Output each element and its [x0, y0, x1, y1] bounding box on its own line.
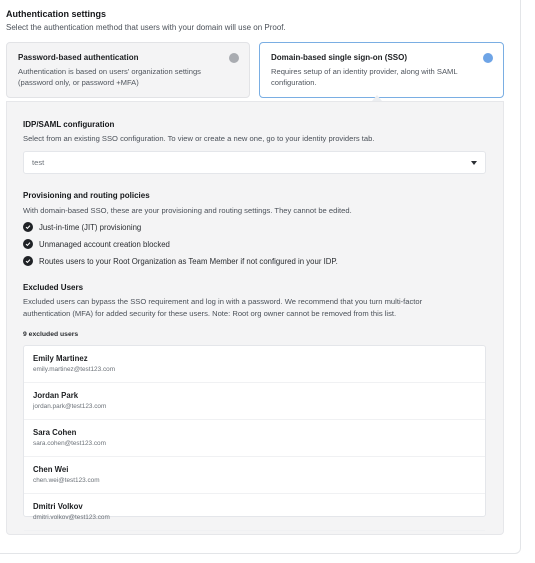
user-name: Emily Martinez [33, 354, 88, 363]
excluded-users-description [23, 296, 422, 319]
user-name: Dmitri Volkov [33, 502, 83, 511]
list-item[interactable] [24, 383, 485, 420]
sso-config-select[interactable] [23, 151, 486, 174]
password-auth-desc-line-1: Authentication is based on users' organization settings [18, 67, 201, 76]
sso-auth-title: Domain-based single sign-on (SSO) [271, 53, 408, 62]
idp-config-description: Select from an existing SSO configuration. To view or create a new one, go to your identity providers tab. [23, 134, 375, 143]
user-email: emily.martinez@test123.com [33, 366, 116, 373]
provisioning-description: With domain-based SSO, these are your provisioning and routing settings. They cannot be edited. [23, 206, 352, 215]
auth-settings-description: Select the authentication method that users with your domain will use on Proof. [6, 23, 286, 32]
sso-auth-radio[interactable] [483, 53, 493, 63]
user-email: jordan.park@test123.com [33, 403, 107, 410]
excluded-desc-line-2: authentication (MFA) for added security for these users. Note: Root org owner cannot be removed from this list. [23, 308, 397, 318]
sso-auth-description [271, 67, 492, 88]
excluded-users-count: 9 excluded users [23, 331, 79, 338]
list-item[interactable] [24, 346, 485, 383]
panel-pointer [372, 95, 382, 101]
list-item[interactable] [24, 494, 485, 531]
password-auth-description [18, 67, 238, 88]
chevron-down-icon [471, 161, 477, 165]
list-item[interactable] [24, 420, 485, 457]
sso-auth-desc-line-2: configuration. [271, 77, 317, 87]
password-auth-radio[interactable] [229, 53, 239, 63]
check-circle-icon [23, 239, 33, 249]
policy-text: Unmanaged account creation blocked [39, 239, 170, 249]
user-name: Sara Cohen [33, 428, 77, 437]
user-name: Chen Wei [33, 465, 69, 474]
policy-item [23, 239, 170, 249]
user-email: dmitri.volkov@test123.com [33, 514, 110, 521]
user-name: Jordan Park [33, 391, 79, 400]
check-circle-icon [23, 222, 33, 232]
user-email: chen.wei@test123.com [33, 477, 100, 484]
check-circle-icon [23, 256, 33, 266]
policy-text: Just-in-time (JIT) provisioning [39, 222, 142, 232]
sso-auth-desc-line-1: Requires setup of an identity provider, along with SAML [271, 67, 458, 76]
user-email: sara.cohen@test123.com [33, 440, 106, 447]
sso-config-select-value: test [32, 158, 45, 167]
excluded-users-title: Excluded Users [23, 283, 84, 292]
excluded-desc-line-1: Excluded users can bypass the SSO requirement and log in with a password. We recommend that you turn multi-factor [23, 297, 423, 306]
policy-text: Routes users to your Root Organization as Team Member if not configured in your IDP. [39, 256, 338, 266]
idp-config-title: IDP/SAML configuration [23, 120, 115, 129]
policy-item [23, 256, 338, 266]
sso-auth-option[interactable] [259, 42, 504, 98]
password-auth-desc-line-2: (password only, or password +MFA) [18, 77, 139, 87]
policy-item [23, 222, 141, 232]
provisioning-title: Provisioning and routing policies [23, 191, 150, 200]
password-auth-option[interactable] [6, 42, 250, 98]
excluded-users-list[interactable] [23, 345, 486, 521]
auth-settings-title: Authentication settings [6, 9, 107, 19]
list-item[interactable] [24, 457, 485, 494]
password-auth-title: Password-based authentication [18, 53, 139, 62]
